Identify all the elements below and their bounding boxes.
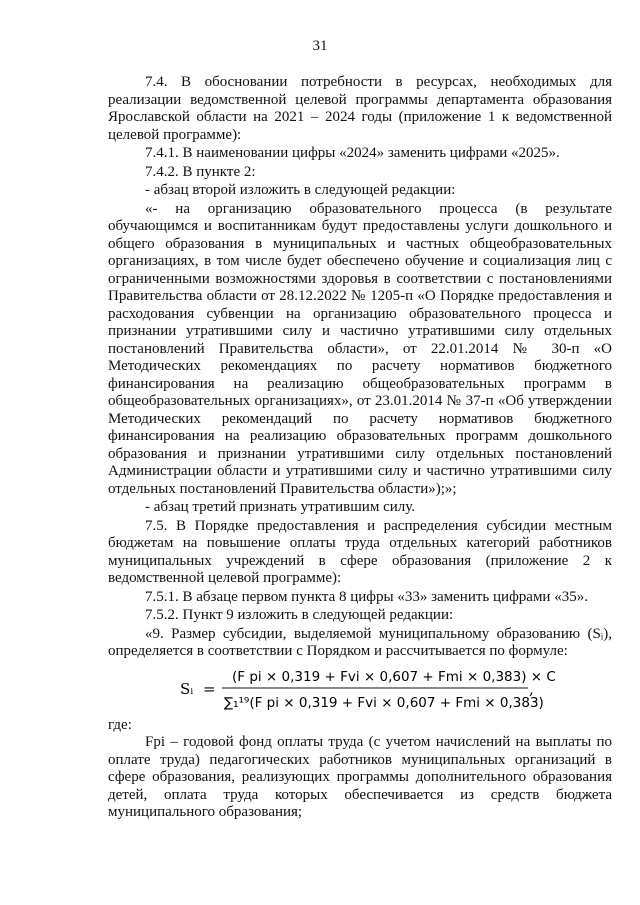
formula-denominator: ∑₁¹⁹(F pi × 0,319 + Fvi × 0,607 + Fmi × 0,383) (224, 695, 544, 711)
paragraph-quoted-text: «- на организацию образовательного процесса (в результате обучающимся и воспитанникам будут предоставлены услуги дошкольного и общего образования в муниципальных и частных общеобразовательных организациях, в том числе будет обеспечено обучение и социализация лиц с ограниченными возможностями здоровья в соответствии с постановлениями Правительства области от 28.12.2022 № 1205-п «О Порядке предоставления и расходования субвенции на организацию образовательного процесса и признании утратившими силу и частично утратившими силу отдельных постановлений Правительства области», от 22.01.2014 № 30-п «О Методических рекомендациях по расчету нормативов бюджетного финансирования на реализацию общеобразовательных программ в общеобразовательных организациях», от 23.01.2014 № 37-п «Об утверждении Методических рекомендаций по расчету нормативов бюджетного финансирования на реализацию образовательных программ дошкольного образования и признании утратившими силу отдельных постановлений Администрации области и утратившими силу и частично утратившими силу отдельных постановлений Правительства области»);»; (108, 200, 612, 497)
formula-trailing-comma: , (529, 680, 534, 698)
formula-lhs: Sᵢ (180, 680, 194, 698)
paragraph-7-4-1: 7.4.1. В наименовании цифры «2024» заменить цифрами «2025». (145, 145, 560, 161)
paragraph-7-5-2: 7.5.2. Пункт 9 изложить в следующей редакции: (145, 607, 454, 623)
document-body-continued (108, 734, 612, 822)
document-body (108, 74, 612, 661)
paragraph-abzac-vtoroy: - абзац второй изложить в следующей редакции: (145, 182, 456, 198)
formula-graphic (108, 664, 612, 714)
formula-numerator: (F pi × 0,319 + Fvi × 0,607 + Fmi × 0,383) × C (232, 669, 556, 685)
page-number: 31 (312, 38, 328, 54)
paragraph-7-5-1: 7.5.1. В абзаце первом пункта 8 цифры «33» заменить цифрами «35». (145, 588, 588, 605)
paragraph-7-4-2: 7.4.2. В пункте 2: (145, 163, 256, 180)
where-label: где: (108, 717, 132, 733)
paragraph-7-4: 7.4. В обосновании потребности в ресурсах, необходимых для реализации ведомственной целевой программы департамента образования Ярославской области на 2021 – 2024 годы (приложение 1 к ведомственной целевой программе): (108, 74, 612, 143)
formula-equals: = (203, 680, 216, 698)
subsidy-formula (108, 664, 612, 714)
paragraph-punkt-9: «9. Размер субсидии, выделяемой муниципальному образованию (Sᵢ), определяется в соответствии с Порядком и рассчитывается по формуле: (108, 625, 612, 659)
paragraph-fpi-definition: Fpi – годовой фонд оплаты труда (с учетом начислений на выплаты по оплате труда) педагогических работников муниципальных организаций в сфере образования, реализующих программы дополнительного образования детей, оплата труда которых обеспечивается из средств бюджета муниципального образования; (108, 734, 612, 820)
paragraph-7-5: 7.5. В Порядке предоставления и распределения субсидии местным бюджетам на повышение оплаты труда отдельных категорий работников муниципальных учреждений в сфере образования (приложение 2 к ведомственной целевой программе): (108, 517, 612, 586)
paragraph-abzac-tretiy: - абзац третий признать утратившим силу. (145, 499, 415, 515)
